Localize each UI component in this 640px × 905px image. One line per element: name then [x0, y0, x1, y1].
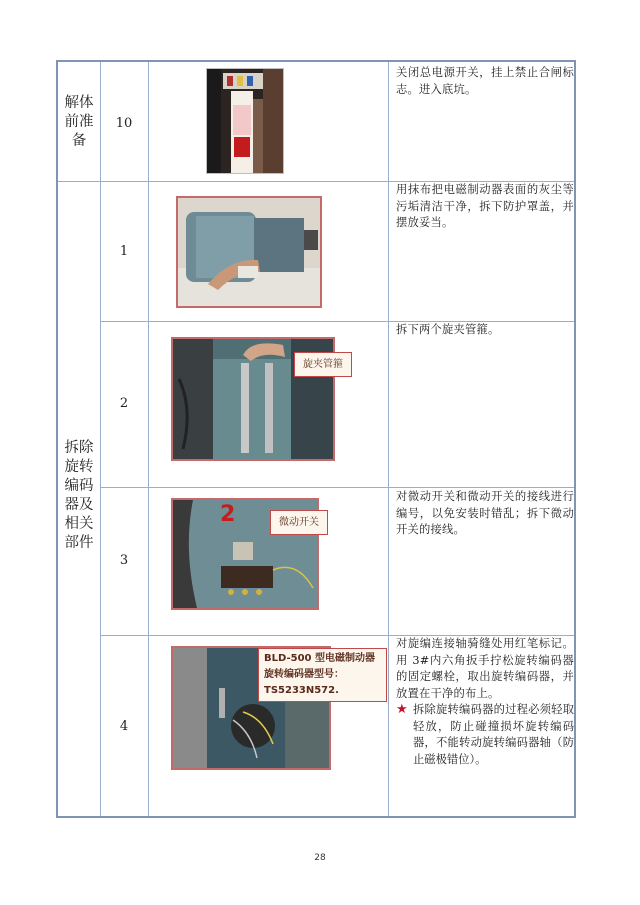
- section-label: 解体前准备: [64, 95, 94, 149]
- star-icon: ★: [396, 702, 408, 717]
- warning-note: [396, 702, 574, 768]
- col-divider-1: [100, 62, 101, 816]
- step-number: 1: [119, 244, 129, 259]
- procedure-table: [56, 60, 576, 818]
- brake-illustration: [178, 198, 320, 306]
- step-number: 4: [119, 719, 129, 734]
- step-description: 用抹布把电磁制动器表面的灰尘等污垢清洁干净，拆下防护罩盖，并摆放妥当。: [396, 183, 574, 229]
- callout-label: 旋夹管箍: [294, 352, 352, 377]
- step-number: 10: [115, 116, 133, 131]
- step-photo-panel-sign: [206, 68, 284, 174]
- callout-label: BLD-500 型电磁制动器旋转编码器型号：TS5233N572.: [258, 648, 387, 702]
- step-description: 对旋编连接轴骑缝处用红笔标记。用 3#内六角扳手拧松旋转编码器的固定螺栓，取出旋转编码器，并放置在干净的布上。: [396, 637, 574, 700]
- step-description: 拆下两个旋夹管箍。: [396, 323, 500, 336]
- callout-label: 微动开关: [270, 510, 328, 535]
- col-divider-3: [388, 62, 389, 816]
- step-number: 3: [119, 553, 129, 568]
- warning-note-text: 拆除旋转编码器的过程必须轻取轻放，防止碰撞损坏旋转编码器，不能转动旋转编码器轴（防止磁极错位）。: [413, 703, 574, 766]
- photo-mark: 2: [220, 502, 236, 527]
- step-description: 对微动开关和微动开关的接线进行编号，以免安装时错乱；拆下微动开关的接线。: [396, 490, 574, 536]
- step-number: 2: [119, 396, 129, 411]
- row-divider: [100, 487, 574, 488]
- step-photo-brake: [176, 196, 322, 308]
- panel-illustration: [207, 69, 284, 174]
- page-number: 28: [314, 853, 326, 863]
- step-description: 关闭总电源开关，挂上禁止合闸标志。进入底坑。: [396, 66, 574, 96]
- col-divider-2: [148, 62, 149, 816]
- section-label: 拆除旋转编码器及相关部件: [64, 440, 94, 551]
